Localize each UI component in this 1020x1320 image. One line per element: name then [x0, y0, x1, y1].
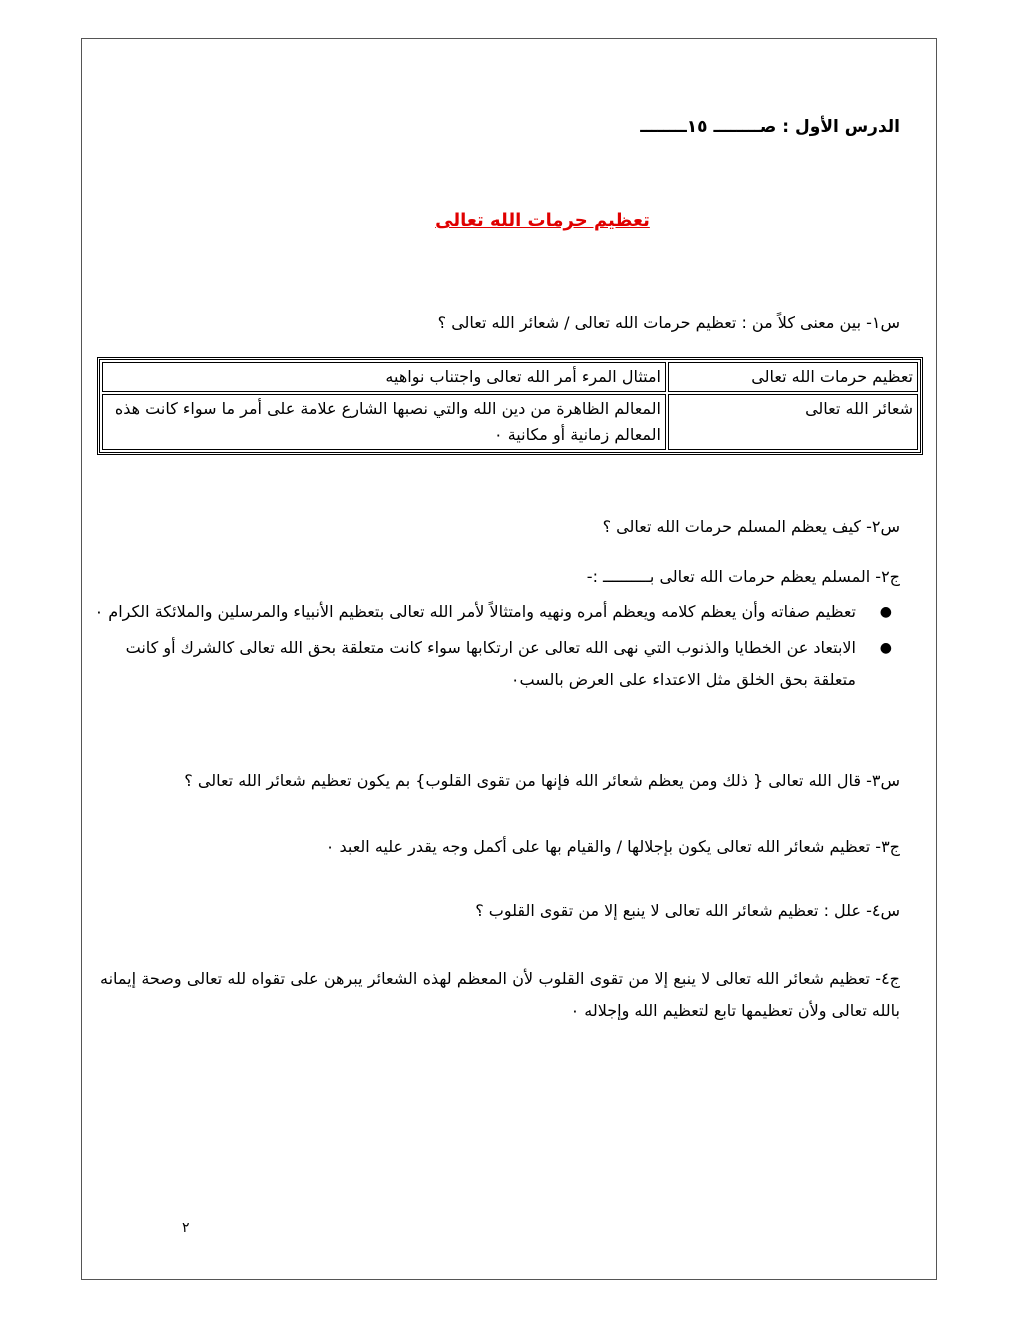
term-cell: تعظيم حرمات الله تعالى — [668, 362, 918, 392]
term-cell: شعائر الله تعالى — [668, 394, 918, 450]
bullet-icon: ● — [879, 640, 892, 656]
question-3: س٣- قال الله تعالى { ذلك ومن يعظم شعائر الله فإنها من تقوى القلوب} بم يكون تعظيم شعائر الله تعالى ؟ — [184, 771, 900, 790]
page-title: تعظيم حرمات الله تعالى — [435, 210, 650, 231]
question-4: س٤- علل : تعظيم شعائر الله تعالى لا ينبع إلا من تقوى القلوب ؟ — [475, 901, 900, 920]
list-item-text: الابتعاد عن الخطايا والذنوب التي نهى الله تعالى عن ارتكابها سواء كانت متعلقة بحق الله تعالى كالشرك أو كانت متعلقة بحق الخلق مثل الاعتداء على العرض بالسب٠ — [125, 638, 856, 689]
list-item — [80, 632, 900, 696]
table-row — [102, 394, 918, 450]
answer-2-list — [80, 596, 900, 700]
table-row — [102, 362, 918, 392]
answer-4: ج٤- تعظيم شعائر الله تعالى لا ينبع إلا من تقوى القلوب لأن المعظم لهذه الشعائر يبرهن على تقواه لله تعالى وصحة إيمانه بالله تعالى ولأن تعظيمها تابع لتعظيم الله وإجلاله ٠ — [100, 969, 900, 1020]
bullet-icon: ● — [879, 604, 892, 620]
definition-cell: المعالم الظاهرة من دين الله والتي نصبها الشارع علامة على أمر ما سواء كانت هذه المعالم زمانية أو مكانية ٠ — [102, 394, 666, 450]
answer-2-intro: ج٢- المسلم يعظم حرمات الله تعالى بــــــــــ :- — [586, 567, 900, 586]
list-item-text: تعظيم صفاته وأن يعظم كلامه ويعظم أمره ونهيه وامتثالاً لأمر الله تعالى بتعظيم الأنبياء والمرسلين والملائكة الكرام ٠ — [94, 602, 856, 621]
answer-3: ج٣- تعظيم شعائر الله تعالى يكون بإجلالها / والقيام بها على أكمل وجه يقدر عليه العبد ٠ — [325, 837, 900, 856]
question-1: س١- بين معنى كلاً من : تعظيم حرمات الله تعالى / شعائر الله تعالى ؟ — [437, 313, 900, 332]
definitions-table — [97, 357, 923, 455]
lesson-header: الدرس الأول : صــــــــ ١٥ــــــــ — [640, 117, 900, 137]
list-item — [80, 596, 900, 628]
definition-cell: امتثال المرء أمر الله تعالى واجتناب نواهيه — [102, 362, 666, 392]
page-number: ٢ — [182, 1220, 190, 1236]
question-2: س٢- كيف يعظم المسلم حرمات الله تعالى ؟ — [602, 517, 900, 536]
